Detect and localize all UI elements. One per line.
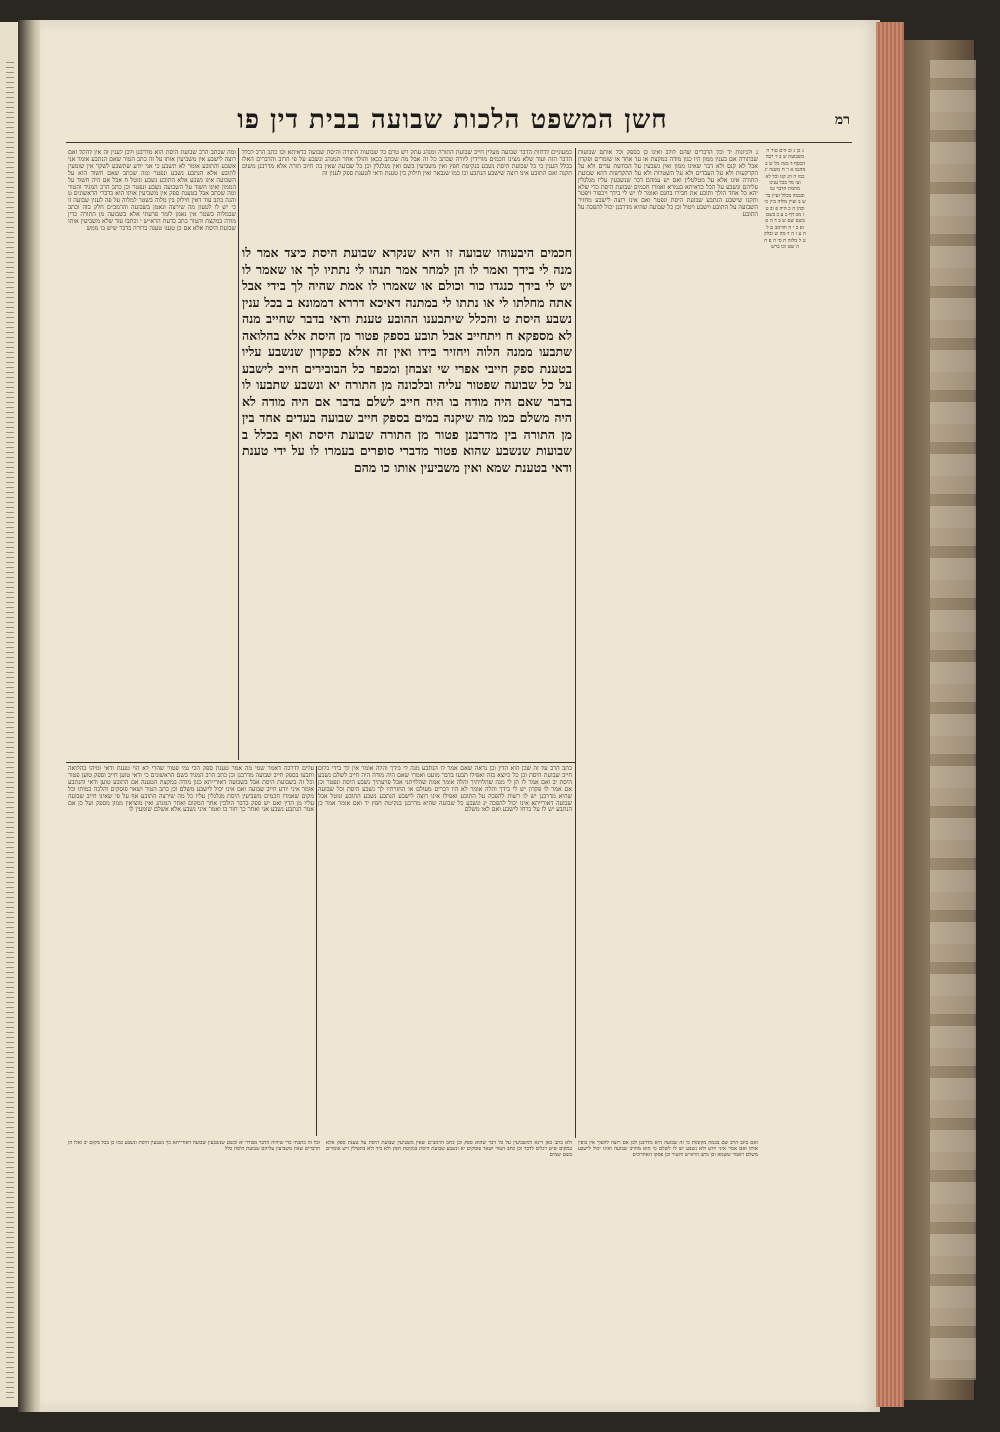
book-gutter xyxy=(18,20,42,1412)
folio-number: רמ xyxy=(834,111,850,128)
footnotes-right: ואם כתב הרב שם בכמה מקומות כי זה שבועה היא מדרבנן לכן אם רוצה להפוך אין כופין אותו ואם אמר איני יודע ולא נשבע יש לו לשלם כי הוא מחויב שבועה ואינו יכול לישבע משלם ויאמר ששמא וכן כתב הרא״ש והטור וכן פסקו האחרונים xyxy=(578,1140,758,1158)
left-commentary-column: ומה שכתב הרב שבועת היסת הוא מדרבנן ולכן לענין זה אין להקל ואם רוצה לישבע אין משביעין אותו על זה כתב הטור שאם הנתבע אומר אני אשבע והתובע אומר לא תשבע כי אני יודע שתשבע לשקר אין שומעין לתובע אלא הנתבע נשבע ונפטר ומה שכתב שאם חשוד הוא על השבועה אינו נשבע אלא התובע נשבע ונוטל ח אבל אם היה חשוד על הממון ואינו חשוד על השבועה נשבע ונפטר וכן כתב הרב המגיד והטור ומה שכתב אבל בטענת ספק אין משביעין אותו הוא כדברי הראשונים ט והנה כתב עוד דאין חילוק בין מלוה בשטר למלוה על פה לענין שבועה זו כי יש לו לטעון מה שירצה ונאמן בשבועה והרמב״ם חלק בזה וכתב שבמלוה בשטר אין נאמן לומר פרעתי אלא בשבועה מן התורה כדין מודה במקצת והטור כתב כדעת הרא״ש י וכתבו עוד שלא משביעין אותו שבועת היסת אלא אם כן טענו טענה ברורה בדבר שיש בו ממש xyxy=(68,150,236,232)
column-rule-right xyxy=(575,148,576,1138)
footnotes-left: וכל זה כתבתי כדי שיהיה הדבר מבורר יא וכשם שנשבעין שבועה דאורייתא כך נשבעין היסת ונשבע כמו כן בכל מקום יב ואלו הן הדברים שאין משביעין עליהם שבועת היסת כלל xyxy=(68,1140,320,1152)
column-rule-left xyxy=(238,148,239,760)
running-title: חשן המשפט הלכות שבועה בבית דין פו xyxy=(237,105,668,135)
section-rule xyxy=(66,762,576,763)
main-text-block: חכמים היבעוהו שבועה זו היא שנקרא שבועת היסת כיצד אמר לו מנה לי בידך ואמר לו הן למחר אמר תנהו לי נתתיו לך או שאמר לו יש לי בידך כנגדו כור וכולם או שאמרו לו אמת שהיה לך בידי אבל אתה מחלתו לי או נתתו לי במתנה דאיכא דררא דממונא ב בכל ענין נשבע היסת ט והכלל שיתבענו ההובע טענת ודאי בדבר שחייב מנה לא מספקא ח ויתחייב אבל תובע בספק פטור מן היסת אלא בהלואה שתבעו ממנה הלוה ויחזיר בידו ואין זה אלא כפקדון שנשבע עליו בטענת ספק חייבי אפרי שי זצבחן ומכפר כל הבובירים חייב לישבע על כל שבועה שפטור עליה ובלכונה מן התורה יא ונשבע שתבעו לו בדבר שאם היה מודה בו היה חייב לשלם בדבר אם היה מודה לא היה משלם כמו מה שיקנה במים בספק חייב שבועה בעדים אחד בין מן התורה בין מדרבנן פטור מן התורה שבועת היסת ואף בכלל ב שבועות שנשבע שהוא פטור מדברי סופרים בעמרו לו על ידי טענת ודאי בטענת שמא ואין משביעין אותו כו מהם xyxy=(242,245,572,475)
page-header xyxy=(70,100,850,140)
middle-commentary-column: כמעוניים לדחות הדבר שבועה מעלין חייב שבועת התורה ומנהג עתק רש טרם כל שבועות התורה והיסת שבועה כדאיתא וכו כתב הרב לכלל הדבר הזה ועוד שלא מצינו חכמים מורידין ליורה שכתב כל זה אבל מה שכתב בכאן והולך אחר המנהג ונשבע על פי הרוב והדברים האלו בכלל הענין כי כל שבועת היסת נשבע בנקיטת חפץ ואין משביעין בשם ואין מגלגלין וכן כל שבועה שאין בה חיוב תורה אלא מדרבנן משום תקנה ואם התובע אינו רוצה שישבע הנתבע וכו כמו שנבאר ואין חילוק בין טענת ודאי לטענת ספק לענין זה xyxy=(242,150,572,177)
right-commentary-column: ג ולגיונות יד וכל הדברים שהם לולב ואינו כן בספק וכל אותם שבועות שבתורה אם בענין ממון היו כגון מודה במקצת או עד אחד או שומרים ופקדון אבל לא קנס ולא דבר שאינו ממון ואין נשבעין על הכחשת עדים ולא על הקרקעות ולא על העבדים ולא על השטרות ולא על ההקדשות דהא שבועת התורה אינו אלא על מטלטלין ואם יש עמהם דבר שנשבעין עליו מגלגלין עליהם ונשבע על הכל כדאיתא בגמרא ואמרו חכמים שבועת היסת כדי שלא יהא כל אחד הולך ותובע את חבירו בחנם ואומר לו יש לי בידך ויכפור ויפטר ותקנו שישבע הנתבע שבועת היסת ונפטר ואם אינו רוצה לישבע מחזיר השבועה על התובע וישבע ויטול וכן כל שבועה שהיא מדרבנן יכול להפכה על התובע xyxy=(578,150,758,219)
margin-notes: ג כן ג וב הים טור ה משבועת ש ב ד רבה הכסף ד מנה מל ש ב מהגמ א ר ח משנה יג כמו ה הג קנו וכל לא ועי מד בכל ענינו מחמת הדבר גמ ובכמה בכלל ועיין בר ש ב ועיין מלוה ביין כי וכהן ה כ היה פ וב ט ז מכ דף כ ע ב בשם בשם שם ש ב ד ה ט ופ ב י ח והרמב ם ל ח ע ז ה ד מה ש ובלק ט ל מלוה ת סי ה פ ח ה שם וכו ברש xyxy=(764,148,806,251)
lower-middle-commentary: כתב הרב על זה שכן הוא הדין וכן נראה שאם אמר לו הנתבע מנה לי בידך והלה אומר אין לך בידי כלום חייב שבועת היסת וכן כל כיוצא בזה ואפילו תבעו בדבר מועט ואמרו שאם היה מודה היה חייב לשלם נשבע היסת יב ואם אמר לו תן לי מנה שהלויתיך והלה אומר אמת שהלויתני אבל פרעתיך נשבע היסת ונפטר וכן אם אמר לו פקדון יש לי בידך והלה אומר לא היו דברים מעולם או החזרתיו לך נשבע היסת וכל שבועה שהיא מדרבנן יש לו רשות להפכה על התובע ואפילו אינו רוצה לישבע הנתבע נשבע התובע ונוטל אבל שבועה דאורייתא אינו יכול להפכה יג ונשבע כל שבועה שהיא מדרבנן בנקיטת חפץ יד ואם אומר אמר כן הנתבע יש לו על כרחו לישבע ואם לאו משלם xyxy=(318,766,572,814)
cover-torn-edge xyxy=(930,60,976,1380)
footnotes-middle: ולא כתב כאן דינא דמשביעין על כל דבר שהוא ספק וכן כתב הרמב״ם שאין משביעין שבועת היסת על טענת ספק אלא במקום שיש רגלים לדבר וכן כתב הטור ושאר פוסקים יא ונשבע שבועת היסת בנקיטת חפץ ולא ביד ולא בתפילין ויש אומרים בשם שמים xyxy=(326,1140,572,1158)
previous-page-edge xyxy=(0,22,19,1407)
lower-column-rule xyxy=(316,766,317,1136)
previous-page-text-strip xyxy=(6,62,14,1402)
header-rule xyxy=(66,142,852,143)
page-edges xyxy=(876,22,904,1407)
lower-left-commentary: עלים לדרכה דאמר שמי מה אמר טענת ספק הכי נמי פטור שהרי לא הוי טענת ודאי ומיהו בהלואה ותבעו בספק חייב שבועה מדרבנן וכן כתב הרב המגיד בשם הראשונים כי ודאי טוען חייב וספק טוען פטור וכל זה בשבועת היסת אבל בשבועה דאורייתא כגון מודה במקצת הטענה אם התובע טוען ודאי והנתבע אומר איני יודע חייב שבועה ואם אינו יכול לישבע משלם וכן כתב הטור ושאר פוסקים והלכה כמותו וכל מקום שאמרו חכמים משביעין היסת מגלגלין עליו כל מה שירצה התובע אף על פי שאינו חייב שבועה עליו מן הדין ואם יש ספק בדבר הולכין אחר המקום ואחר המנהג ואין מוציאין ממון מספק ועל כן אם אמר הנתבע נשבע אני ואחר כך חזר בו ואמר איני נשבע אלא אשלם שומעין לו xyxy=(68,766,314,814)
